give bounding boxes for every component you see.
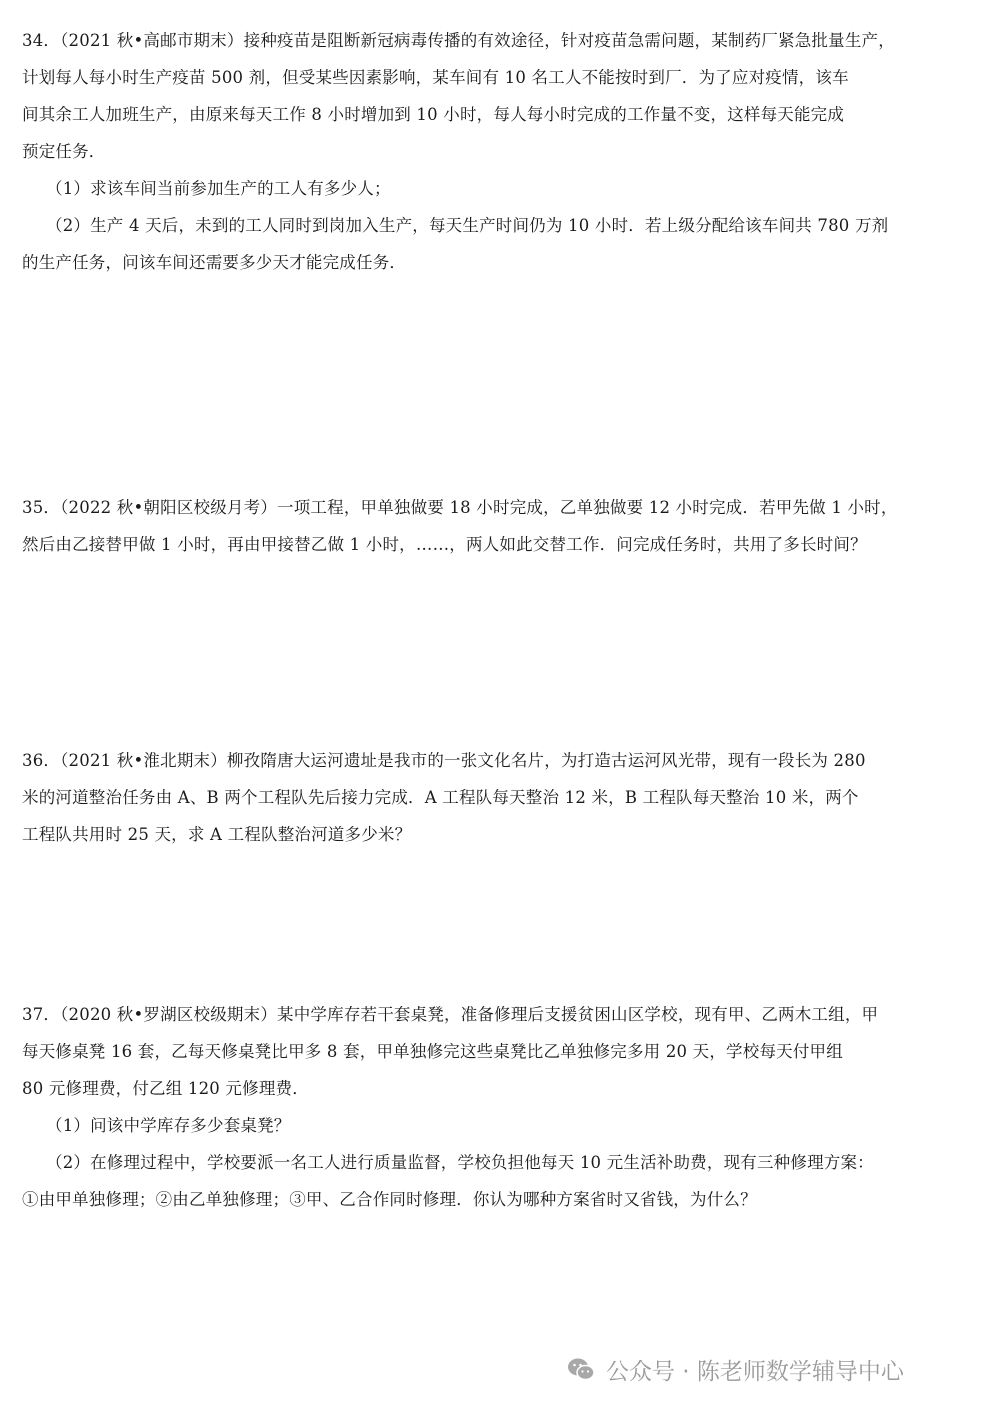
problem-text-line: 每天修桌凳 16 套，乙每天修桌凳比甲多 8 套，甲单独修完这些桌凳比乙单独修完多用 20 天，学校每天付甲组: [22, 1042, 843, 1061]
sub-question-2-options: ①由甲单独修理；②由乙单独修理；③甲、乙合作同时修理．你认为哪种方案省时又省钱，为什么？: [22, 1190, 757, 1209]
sub-question-2: （2）在修理过程中，学校要派一名工人进行质量监督，学校负担他每天 10 元生活补助费，现有三种修理方案：: [46, 1153, 874, 1172]
wechat-icon: [566, 1354, 596, 1384]
problem-text-line: 间其余工人加班生产，由原来每天工作 8 小时增加到 10 小时，每人每小时完成的工作量不变，这样每天能完成: [22, 105, 845, 124]
problem-text-line: 计划每人每小时生产疫苗 500 剂，但受某些因素影响，某车间有 10 名工人不能按时到厂．为了应对疫情，该车: [22, 68, 849, 87]
sub-question-1: （1）问该中学库存多少套桌凳？: [46, 1116, 291, 1135]
problem-text-line: 80 元修理费，付乙组 120 元修理费．: [22, 1079, 309, 1098]
problem-34: [22, 22, 972, 281]
problem-text-line: 37．（2020 秋•罗湖区校级期末）某中学库存若干套桌凳，准备修理后支援贫困山区学校，现有甲、乙两木工组，甲: [22, 1005, 879, 1024]
problem-text-line: 然后由乙接替甲做 1 小时，再由甲接替乙做 1 小时，……，两人如此交替工作．问完成任务时，共用了多长时间？: [22, 535, 867, 554]
problem-text-line: 工程队共用时 25 天，求 A 工程队整治河道多少米？: [22, 825, 412, 844]
problem-text-line: 36．（2021 秋•淮北期末）柳孜隋唐大运河遗址是我市的一张文化名片，为打造古运河风光带，现有一段长为 280: [22, 751, 866, 770]
problem-35: [22, 489, 972, 563]
watermark: [566, 1349, 904, 1389]
watermark-text: 公众号 · 陈老师数学辅导中心: [606, 1358, 904, 1385]
problem-text-line: 米的河道整治任务由 A、B 两个工程队先后接力完成．A 工程队每天整治 12 米，B 工程队每天整治 10 米，两个: [22, 788, 859, 807]
problem-text-line: 35．（2022 秋•朝阳区校级月考）一项工程，甲单独做要 18 小时完成，乙单独做要 12 小时完成．若甲先做 1 小时，: [22, 498, 898, 517]
problem-text-line: 34．（2021 秋•高邮市期末）接种疫苗是阻断新冠病毒传播的有效途径，针对疫苗急需问题，某制药厂紧急批量生产，: [22, 31, 895, 50]
problem-36: [22, 742, 972, 853]
problem-37: [22, 996, 972, 1218]
problem-text-line: 预定任务．: [22, 142, 106, 161]
sub-question-1: （1）求该车间当前参加生产的工人有多少人；: [46, 179, 391, 198]
sub-question-2-cont: 的生产任务，问该车间还需要多少天才能完成任务．: [22, 253, 407, 272]
sub-question-2: （2）生产 4 天后，未到的工人同时到岗加入生产，每天生产时间仍为 10 小时．若上级分配给该车间共 780 万剂: [46, 216, 889, 235]
